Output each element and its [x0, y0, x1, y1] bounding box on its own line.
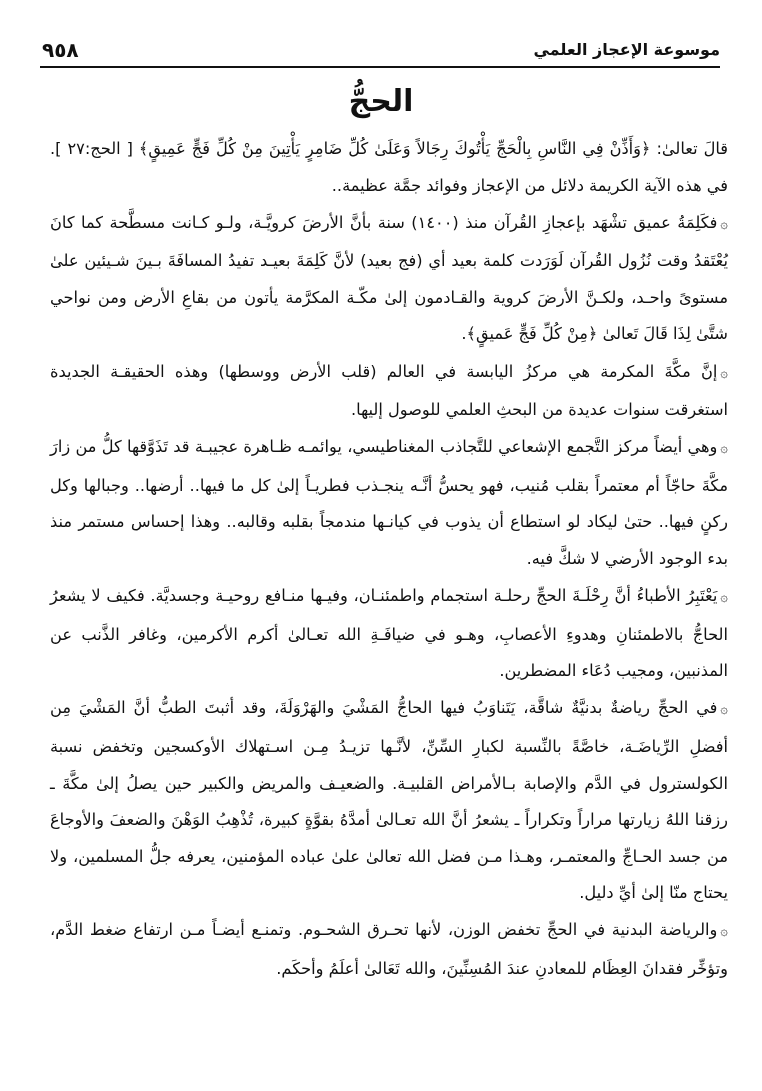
page-header: [40, 38, 720, 64]
paragraph-text: قالَ تعالىٰ: ﴿وَأَذِّنْ فِي النَّاسِ بِالْحَجِّ يَأْتُوكَ رِجَالاً وَعَلَىٰ كُلِّ ضَامِرٍ يَأْتِينَ مِنْ كُلِّ فَجٍّ عَمِيقٍ﴾ [ الحج:٢٧ ]. في هذه الآية الكريمة دلائل من الإعجاز وفوائد جمَّة عظيمة..: [50, 139, 729, 195]
paragraph-text: فكَلِمَةُ عميق تشْهَد بإعجازِ القُرآن منذ (١٤٠٠) سنة بأنَّ الأرضَ كرويَّـة، ولـو كـانت مسطَّحة كما كانَ يُعْتَقدُ وقت نُزُول القُرآن لَوَرَدت كلمة بعيد أي (فج بعيد) لأنَّ كَلِمَةَ بعيـد تفيدُ المسافَةَ بـينَ شـيئين علىٰ مستوىً واحـد، ولكـنَّ الأرضَ كروية والقـادمون إلىٰ مكّـة المكرَّمة يأتون من بقاعِ الأرض ومن نواحي شتَّىٰ لِذَا قَالَ تَعالىٰ ﴿مِنْ كُلِّ فَجٍّ عَميقٍ﴾.: [50, 212, 728, 344]
paragraph: [50, 578, 728, 690]
page-number: ٩٥٨: [42, 38, 79, 62]
paragraph-text: يَعْتَبِرُ الأطباءُ أنَّ رِحْلَـةَ الحجِّ رحلـة استجمام واطمئنـان، وفيـها منـافع روحيـة وجسديَّة. فكيف لا يشعرُ الحاجُّ بالاطمئنانِ وهدوءِ الأعصابِ، وهـو في ضيافَـةِ الله تعـالىٰ أكرم الأكرمين، وغافر الذَّنب عن المذنبين، ومجيب دُعَاء المضطرين.: [50, 586, 728, 681]
bullet-ornament-icon: ۞: [720, 365, 728, 381]
paragraph-text: وهي أيضاً مركز التَّجمع الإشعاعي للتَّجاذب المغناطيسي، يوائمـه ظـاهرة عجيبـة قد تَذَوَّقها كلُّ من زارَ مكَّةَ حاجّاً أم معتمراً بقلب مُنيب، فهو يحسُّ أنَّـه ينجـذب فطريـاً إلىٰ كل ما فيها.. أرضها.. وجبالها وكل ركنٍ فيها.. حتىٰ ليكاد لو استطاع أن يذوب في كيانـها مندمجاً بقلبه وقالبه.. وهذا إحساس مستمر منذ بدء الوجود الأرضي لا شكَّ فيه.: [50, 437, 728, 569]
running-title: موسوعة الإعجاز العلمي: [533, 40, 720, 59]
body-text: [50, 131, 728, 988]
paragraph: [50, 912, 728, 987]
bullet-ornament-icon: ۞: [720, 924, 728, 940]
paragraph: [50, 205, 728, 353]
bullet-ornament-icon: ۞: [720, 216, 728, 232]
paragraph: [50, 690, 728, 912]
paragraph: [50, 354, 728, 429]
bullet-ornament-icon: ۞: [720, 702, 728, 718]
paragraph-text: إنَّ مكَّةَ المكرمة هي مركزُ اليابسة في العالم (قلب الأرض ووسطها) وهذه الحقيقـة الجديدة استغرقت سنوات عديدة من البحثِ العلمي للوصول إليها.: [50, 361, 728, 420]
section-title: الحجُّ: [348, 84, 414, 119]
paragraph-text: والرياضة البدنية في الحجِّ تخفض الوزن، لأنها تحـرق الشحـوم. وتمنـع أيضـاً مـن ارتفاع ضغط الدَّم، وتؤخِّر فقدانَ العِظَام للمعادنِ عندَ المُسِنِّينَ، والله تَعَالىٰ أعلَمُ وأحكَم.: [50, 920, 728, 979]
bullet-ornament-icon: ۞: [720, 441, 728, 457]
paragraph: [50, 429, 728, 577]
paragraph-text: في الحجِّ رياضةٌ بدنيَّةٌ شاقَّة، يَتَناوَبُ فيها الحاجُّ المَشْيَ والهَرْوَلَةَ، وقد أثبتَ الطبُّ أنَّ المَشْيَ مِن أفضلِ الرِّياضَـة، خاصَّةً بالنِّسبة لكبارِ السِّنِّ، لأنَّـها تزيـدُ مِـن اسـتهلاك الأوكسجين وتخفض نسبة الكولسترول في الدَّم والإصابة بـالأمراض القلبيـة. والضعيـف والمريض والكبير حين يصلُ إلىٰ مكَّةَ ـ رزقنا اللهُ زيارتها مراراً وتكراراً ـ يشعرُ أنَّ الله تعـالىٰ أمدَّهُ بقوَّةٍ كبيرة، تُذْهِبُ الوَهْنَ والضعفَ والأوجاعَ من جسد الحـاجِّ والمعتمـر، وهـذا مـن فضل الله تعالىٰ علىٰ عباده المؤمنين، يعرفه جلُّ المسلمين، ولا يحتاج منّا إلىٰ أيِّ دليل.: [50, 698, 728, 903]
paragraph-intro: [50, 131, 728, 204]
bullet-ornament-icon: ۞: [720, 590, 728, 606]
header-rule: [40, 66, 720, 68]
